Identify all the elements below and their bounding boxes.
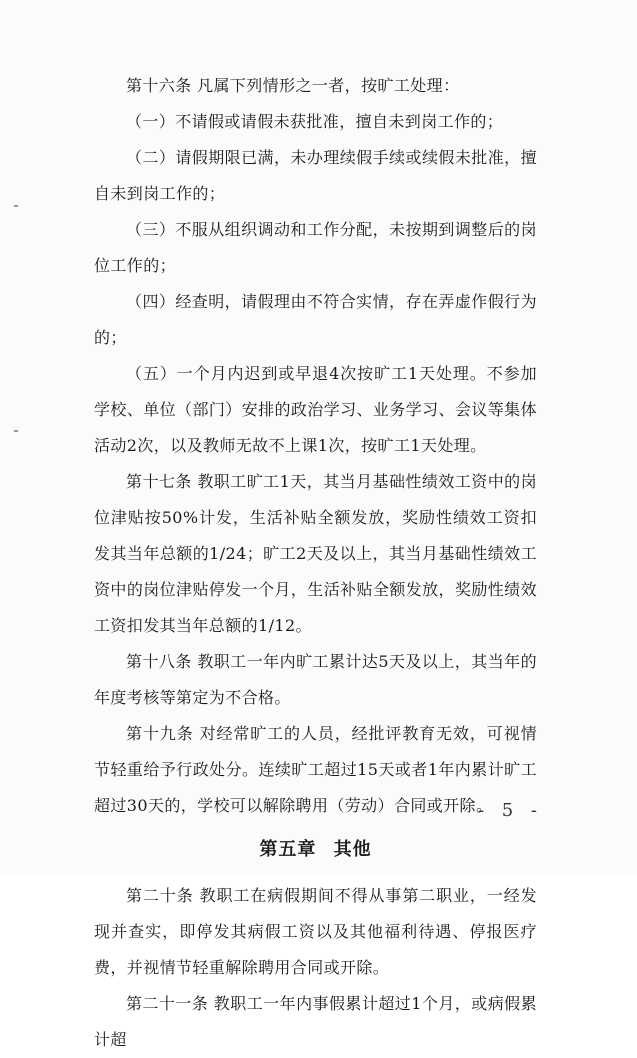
article-16-heading: 第十六条 凡属下列情形之一者，按旷工处理：	[126, 76, 460, 95]
article-16-item-4: （四）经查明，请假理由不符合实情，存在弄虚作假行为的；	[94, 292, 537, 347]
page-body	[94, 68, 537, 1058]
article-17: 第十七条 教职工旷工1天，其当月基础性绩效工资中的岗位津贴按50%计发，生活补贴全额发放，奖励性绩效工资扣发其当年总额的1/24；旷工2天及以上，其当月基础性绩效工资中的岗位津贴停发一个月，生活补贴全额发放，奖励性绩效工资扣发其当年总额的1/12。	[94, 472, 537, 635]
article-19: 第十九条 对经常旷工的人员，经批评教育无效，可视情节轻重给予行政处分。连续旷工超过15天或者1年内累计旷工超过30天的，学校可以解除聘用（劳动）合同或开除。	[94, 724, 537, 815]
article-16-item-5: （五）一个月内迟到或早退4次按旷工1天处理。不参加学校、单位（部门）安排的政治学习、业务学习、会议等集体活动2次，以及教师无故不上课1次，按旷工1天处理。	[94, 364, 537, 455]
binding-mark	[14, 205, 18, 207]
article-16-item-1: （一）不请假或请假未获批准，擅自未到岗工作的；	[126, 112, 504, 131]
page-number: - 5 -	[477, 800, 543, 821]
binding-mark	[14, 430, 18, 432]
chapter-title: 第五章 其他	[259, 839, 372, 860]
article-21: 第二十一条 教职工一年内事假累计超过1个月，或病假累计超	[94, 994, 537, 1049]
article-18: 第十八条 教职工一年内旷工累计达5天及以上，其当年的年度考核等第定为不合格。	[94, 652, 537, 707]
article-16-item-3: （三）不服从组织调动和工作分配，未按期到调整后的岗位工作的；	[94, 220, 537, 275]
article-20: 第二十条 教职工在病假期间不得从事第二职业，一经发现并查实，即停发其病假工资以及其他福利待遇、停报医疗费，并视情节轻重解除聘用合同或开除。	[94, 886, 537, 977]
article-16-item-2: （二）请假期限已满，未办理续假手续或续假未批准，擅自未到岗工作的；	[94, 148, 537, 203]
